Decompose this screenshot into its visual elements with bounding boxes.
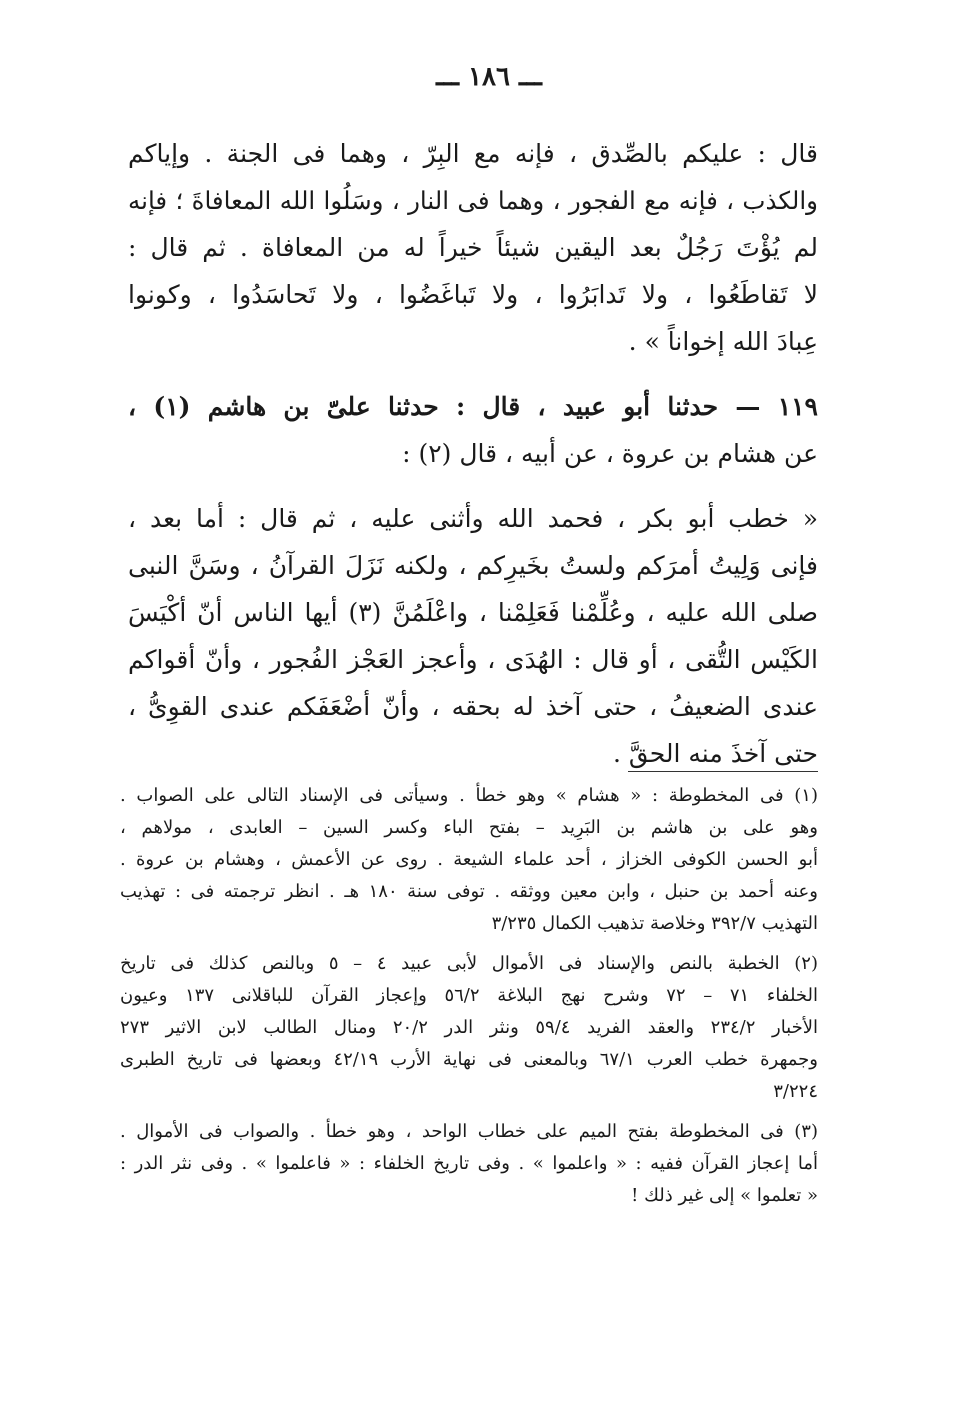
footnote-line: « تعلموا » إلى غير ذلك !	[631, 1185, 818, 1206]
text-line: صلى الله عليه ، وعُلِّمْنا فَعَلِمْنا ، واعْلَمُنَّ (٣) أيها الناس أنّ أكْيَسَ	[128, 598, 818, 627]
text-line: « خطب أبو بكر ، فحمد الله وأثنى عليه ، ثم قال : أما بعد ،	[128, 504, 818, 533]
text-line: عن هشام بن عروة ، عن أبيه ، قال (٢) :	[402, 439, 818, 468]
main-text	[128, 130, 818, 777]
hadith-119-matn	[128, 495, 818, 777]
text-line: عندى الضعيفُ ، حتى آخذ له بحقه ، وأنّ أضْعَفَكم عندى القوِىُّ ،	[128, 692, 818, 721]
footnote-line: أبو الحسن الكوفى الخزاز ، أحد علماء الشيعة . روى عن الأعمش ، وهشام بن عروة .	[120, 849, 818, 870]
footnote-line: أما إعجاز القرآن ففيه : « واعلموا » . وفى تاريخ الخلفاء : « فاعلموا » . وفى نثر الدر :	[120, 1153, 818, 1174]
footnote-2	[120, 948, 818, 1108]
text-line: لم يُؤْتَ رَجُلٌ بعد اليقين شيئاً خيراً له من المعافاة . ثم قال :	[128, 233, 818, 262]
paragraph-hadith-118-ending	[128, 130, 818, 365]
footnote-1	[120, 780, 818, 940]
text-line: ١١٩ — حدثنا أبو عبيد ، قال : حدثنا علىّ بن هاشم (١) ،	[128, 392, 818, 421]
footnote-line: (٢) الخطبة بالنص والإسناد فى الأموال لأبى عبيد ٤ – ٥ وبالنص كذلك فى تاريخ	[120, 953, 818, 974]
text-line: والكذب ، فإنه مع الفجور ، وهما فى النار ، وسَلُوا الله المعافاةَ ؛ فإنه	[128, 186, 818, 215]
text-line: لا تَقاطَعُوا ، ولا تَدابَرُوا ، ولا تَباغَضُوا ، ولا تَحاسَدُوا ، وكونوا	[128, 280, 818, 309]
text-line: قال : عليكم بالصِّدق ، فإنه مع البِرّ ، وهما فى الجنة . وإياكم	[128, 139, 818, 168]
footnotes	[120, 780, 818, 1212]
footnote-line: ٣/٢٢٤	[773, 1081, 818, 1102]
footnote-line: التهذيب ٣٩٢/٧ وخلاصة تذهيب الكمال ٣/٢٣٥	[491, 913, 818, 934]
footnote-line: وعنه أحمد بن حنبل ، وابن معين ووثقه . توفى سنة ١٨٠ هـ . انظر ترجمته فى : تهذيب	[120, 881, 818, 902]
spacer	[120, 1108, 818, 1116]
hadith-119-isnad	[128, 383, 818, 477]
text-line: عِبادَ الله إخواناً » .	[628, 327, 818, 356]
footnote-line: الأخبار ٢٣٤/٢ والعقد الفريد ٥٩/٤ ونثر الدر ٢٠/٢ ومنال الطالب لابن الاثير ٢٧٣	[120, 1017, 819, 1038]
footnote-3	[120, 1116, 818, 1212]
text-line: الكَيْس التُّقى ، أو قال : الهُدَى ، وأعجز العَجْز الفُجور ، وأنّ أقواكم	[128, 645, 818, 674]
footnote-line: الخلفاء ٧١ – ٧٢ وشرح نهج البلاغة ٥٦/٢ وإعجاز القرآن للباقلانى ١٣٧ وعيون	[120, 985, 819, 1006]
footnote-line: وهو على بن هاشم بن البَرِيد – بفتح الباء وكسر السين – العابدى ، مولاهم ،	[120, 817, 818, 838]
footnote-line: وجمهرة خطب العرب ٦٧/١ وبالمعنى فى نهاية الأرب ٤٢/١٩ وبعضها فى تاريخ الطبرى	[120, 1049, 818, 1070]
footnote-separator	[628, 771, 818, 772]
text-line: فإنى وَلِيتُ أمرَكم ولستُ بخَيرِكم ، ولكنه نَزَلَ القرآنُ ، وسَنَّ النبى	[128, 551, 818, 580]
text-line: حتى آخذَ منه الحقَّ .	[613, 739, 818, 768]
footnote-line: (١) فى المخطوطة : « هشام » وهو خطأ . وسيأتى فى الإسناد التالى على الصواب .	[120, 785, 818, 806]
spacer	[128, 477, 818, 495]
footnote-line: (٣) فى المخطوطة بفتح الميم على خطاب الواحد ، وهو خطأ . والصواب فى الأموال .	[120, 1121, 818, 1142]
page-number: ـــ ١٨٦ ـــ	[436, 62, 542, 92]
spacer	[128, 365, 818, 383]
spacer	[120, 940, 818, 948]
